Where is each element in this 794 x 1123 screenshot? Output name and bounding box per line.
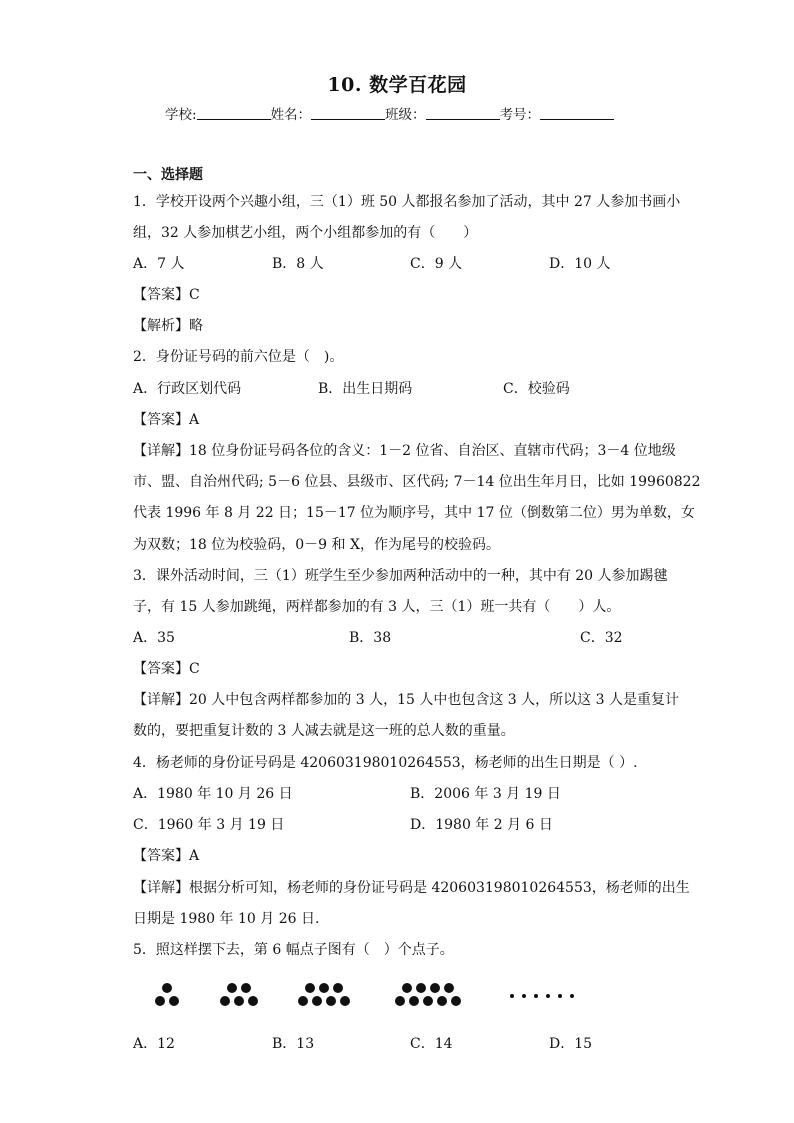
dot: [409, 996, 419, 1006]
q3-text-line2: 子，有 15 人参加跳绳，两样都参加的有 3 人，三（1）班一共有（ ）人。: [133, 599, 621, 615]
q4-detail-line2: 日期是 1980 年 10 月 26 日.: [133, 911, 320, 927]
q3-option-c[interactable]: C．32: [580, 630, 623, 646]
q2-option-b[interactable]: B．出生日期码: [318, 381, 413, 397]
q1-text-line2: 组，32 人参加棋艺小组，两个小组都参加的有（ ）: [133, 225, 478, 241]
q3-answer: 【答案】C: [133, 661, 200, 677]
dot: [234, 996, 244, 1006]
class-blank[interactable]: [426, 107, 500, 120]
q4-text-line1: 4．杨老师的身份证号码是 420603198010264553，杨老师的出生日期是（ ）.: [133, 755, 638, 771]
class-label: 班级：: [385, 107, 426, 123]
q3-option-a[interactable]: A．35: [133, 630, 175, 646]
q4-option-b[interactable]: B．2006 年 3 月 19 日: [410, 786, 561, 802]
dot: [333, 983, 343, 993]
dot: [558, 994, 562, 998]
dot: [510, 994, 514, 998]
name-label: 姓名：: [270, 107, 312, 123]
dot: [312, 996, 322, 1006]
q2-detail-line2: 市、盟、自治州代码; 5－6 位县、县级市、区代码; 7－14 位出生年月日，比如 19960822: [133, 474, 701, 490]
q1-analysis: 【解析】略: [133, 318, 203, 334]
dot: [227, 983, 237, 993]
dot: [155, 996, 165, 1006]
dot: [451, 996, 461, 1006]
dot: [305, 983, 315, 993]
dot: [319, 983, 329, 993]
dot: [444, 983, 454, 993]
dot: [298, 996, 308, 1006]
dot: [169, 996, 179, 1006]
q1-option-c[interactable]: C．9 人: [410, 256, 463, 272]
dot: [423, 996, 433, 1006]
page-title: 10. 数学百花园: [327, 74, 467, 96]
dot: [162, 983, 172, 993]
dot: [340, 996, 350, 1006]
q1-text-line1: 1．学校开设两个兴趣小组，三（1）班 50 人都报名参加了活动，其中 27 人参加书画小: [133, 194, 681, 210]
q5-option-d[interactable]: D．15: [549, 1036, 593, 1052]
q2-text-line1: 2．身份证号码的前六位是（ )。: [133, 349, 344, 365]
q4-answer: 【答案】A: [133, 848, 200, 864]
dot: [437, 996, 447, 1006]
dot: [220, 996, 230, 1006]
dot: [430, 983, 440, 993]
name-blank[interactable]: [311, 107, 385, 120]
dot: [326, 996, 336, 1006]
q2-option-c[interactable]: C．校验码: [503, 381, 570, 397]
school-blank[interactable]: [197, 107, 271, 120]
q3-detail-line1: 【详解】20 人中包含两样都参加的 3 人，15 人中也包含这 3 人，所以这 3 人是重复计: [133, 692, 679, 708]
student-info-line: [165, 103, 614, 123]
q5-text-line1: 5．照这样摆下去，第 6 幅点子图有（ ）个点子。: [133, 942, 454, 958]
q4-option-c[interactable]: C．1960 年 3 月 19 日: [133, 817, 285, 833]
q1-option-a[interactable]: A．7 人: [133, 256, 185, 272]
dot: [546, 994, 550, 998]
q2-detail-line1: 【详解】18 位身份证号码各位的含义：1－2 位省、自治区、直辖市代码；3－4 位地级: [133, 443, 676, 459]
q4-option-d[interactable]: D．1980 年 2 月 6 日: [410, 817, 553, 833]
q5-option-b[interactable]: B．13: [272, 1036, 315, 1052]
dot: [402, 983, 412, 993]
q5-option-a[interactable]: A．12: [133, 1036, 175, 1052]
q2-detail-line4: 为双数；18 位为校验码，0－9 和 X，作为尾号的校验码。: [133, 537, 500, 553]
q1-option-b[interactable]: B．8 人: [272, 256, 324, 272]
dot: [522, 994, 526, 998]
exam-no-blank[interactable]: [540, 107, 614, 120]
q1-answer: 【答案】C: [133, 287, 200, 303]
q3-detail-line2: 数的，要把重复计数的 3 人减去就是这一班的总人数的重量。: [133, 723, 515, 739]
dot: [416, 983, 426, 993]
section-heading: 一、选择题: [133, 167, 203, 183]
q4-detail-line1: 【详解】根据分析可知，杨老师的身份证号码是 420603198010264553，杨老师的出生: [133, 880, 690, 896]
q1-option-d[interactable]: D．10 人: [549, 256, 611, 272]
q2-detail-line3: 代表 1996 年 8 月 22 日；15－17 位为顺序号，其中 17 位（倒数第二位）男为单数，女: [133, 505, 695, 521]
dot: [395, 996, 405, 1006]
q5-option-c[interactable]: C．14: [410, 1036, 453, 1052]
dot: [241, 983, 251, 993]
exam-no-label: 考号：: [499, 107, 541, 123]
q2-option-a[interactable]: A．行政区划代码: [133, 381, 242, 397]
q3-option-b[interactable]: B．38: [349, 630, 392, 646]
q4-option-a[interactable]: A．1980 年 10 月 26 日: [133, 786, 293, 802]
dot: [570, 994, 574, 998]
dot-pattern-figure: [150, 980, 590, 1020]
q2-answer: 【答案】A: [133, 412, 200, 428]
dot: [248, 996, 258, 1006]
school-label: 学校:: [165, 107, 197, 123]
q3-text-line1: 3．课外活动时间，三（1）班学生至少参加两种活动中的一种，其中有 20 人参加踢毽: [133, 568, 668, 584]
dot: [534, 994, 538, 998]
